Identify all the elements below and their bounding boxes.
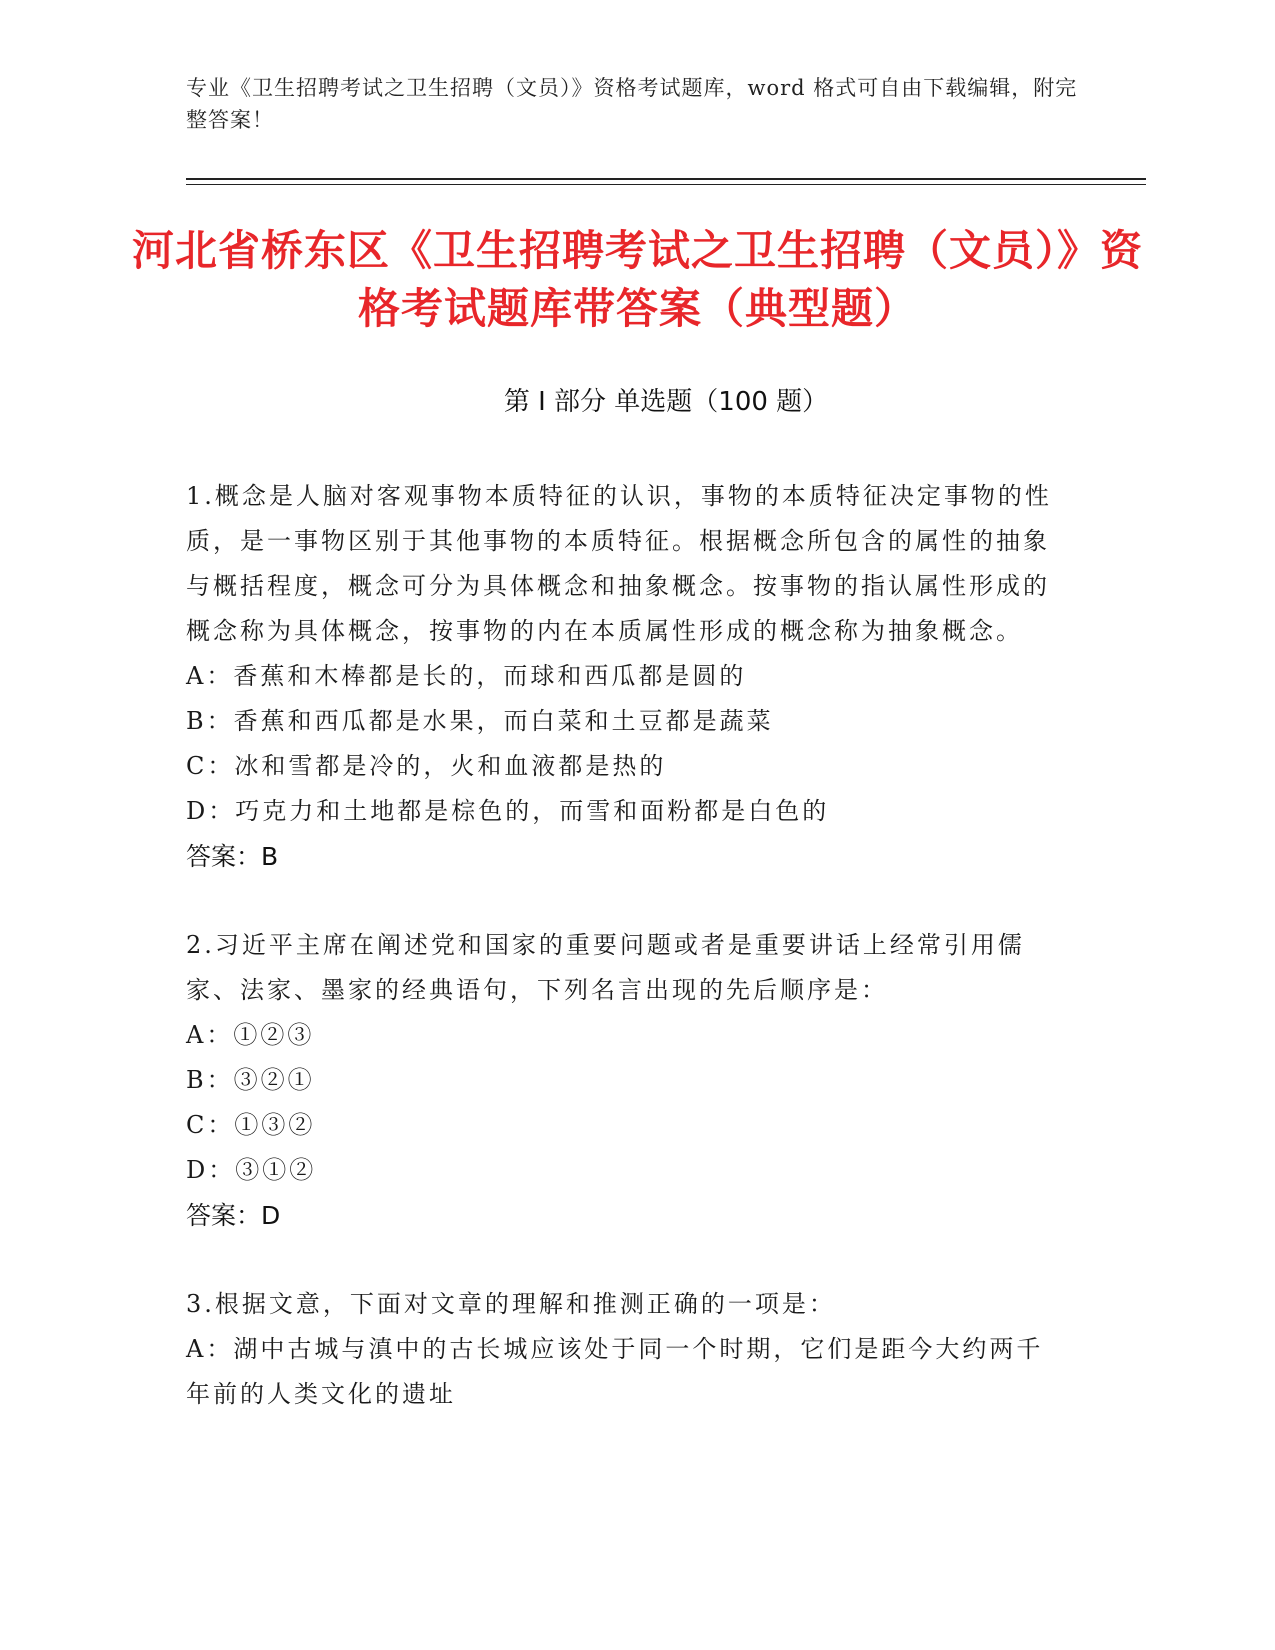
question-stem: 2.习近平主席在阐述党和国家的重要问题或者是重要讲话上经常引用儒家、法家、墨家的经典语句，下列名言出现的先后顺序是： <box>186 931 1025 1004</box>
option-c: C：①③② <box>186 1111 316 1139</box>
section-heading: 第 I 部分 单选题（100 题） <box>503 387 829 417</box>
answer: 答案：B <box>186 842 279 871</box>
option-d: D：③①② <box>186 1156 317 1184</box>
question-2 <box>186 923 1056 1238</box>
question-stem: 3.根据文意，下面对文章的理解和推测正确的一项是： <box>186 1290 836 1318</box>
document-title: 河北省桥东区《卫生招聘考试之卫生招聘（文员）》资格考试题库带答案（典型题） <box>131 226 1143 333</box>
option-a: A：香蕉和木棒都是长的，而球和西瓜都是圆的 <box>186 662 747 690</box>
option-a: A：①②③ <box>186 1021 315 1049</box>
header-divider <box>186 178 1146 180</box>
option-b: B：香蕉和西瓜都是水果，而白菜和土豆都是蔬菜 <box>186 707 774 735</box>
header-note: 专业《卫生招聘考试之卫生招聘（文员）》资格考试题库，word 格式可自由下载编辑，附完整答案！ <box>186 76 1078 132</box>
question-3 <box>186 1282 1056 1417</box>
option-d: D：巧克力和土地都是棕色的，而雪和面粉都是白色的 <box>186 797 830 825</box>
question-stem: 1.概念是人脑对客观事物本质特征的认识，事物的本质特征决定事物的性质，是一事物区别于其他事物的本质特征。根据概念所包含的属性的抽象与概括程度，概念可分为具体概念和抽象概念。按事物的指认属性形成的概念称为具体概念，按事物的内在本质属性形成的概念称为抽象概念。 <box>186 482 1052 645</box>
option-a: A：湖中古城与滇中的古长城应该处于同一个时期，它们是距今大约两千年前的人类文化的遗址 <box>186 1335 1044 1408</box>
option-b: B：③②① <box>186 1066 315 1094</box>
question-1 <box>186 474 1056 879</box>
question-list <box>186 474 1056 1461</box>
header-divider-thin <box>186 184 1146 185</box>
option-c: C：冰和雪都是冷的，火和血液都是热的 <box>186 752 667 780</box>
answer: 答案：D <box>186 1201 281 1230</box>
